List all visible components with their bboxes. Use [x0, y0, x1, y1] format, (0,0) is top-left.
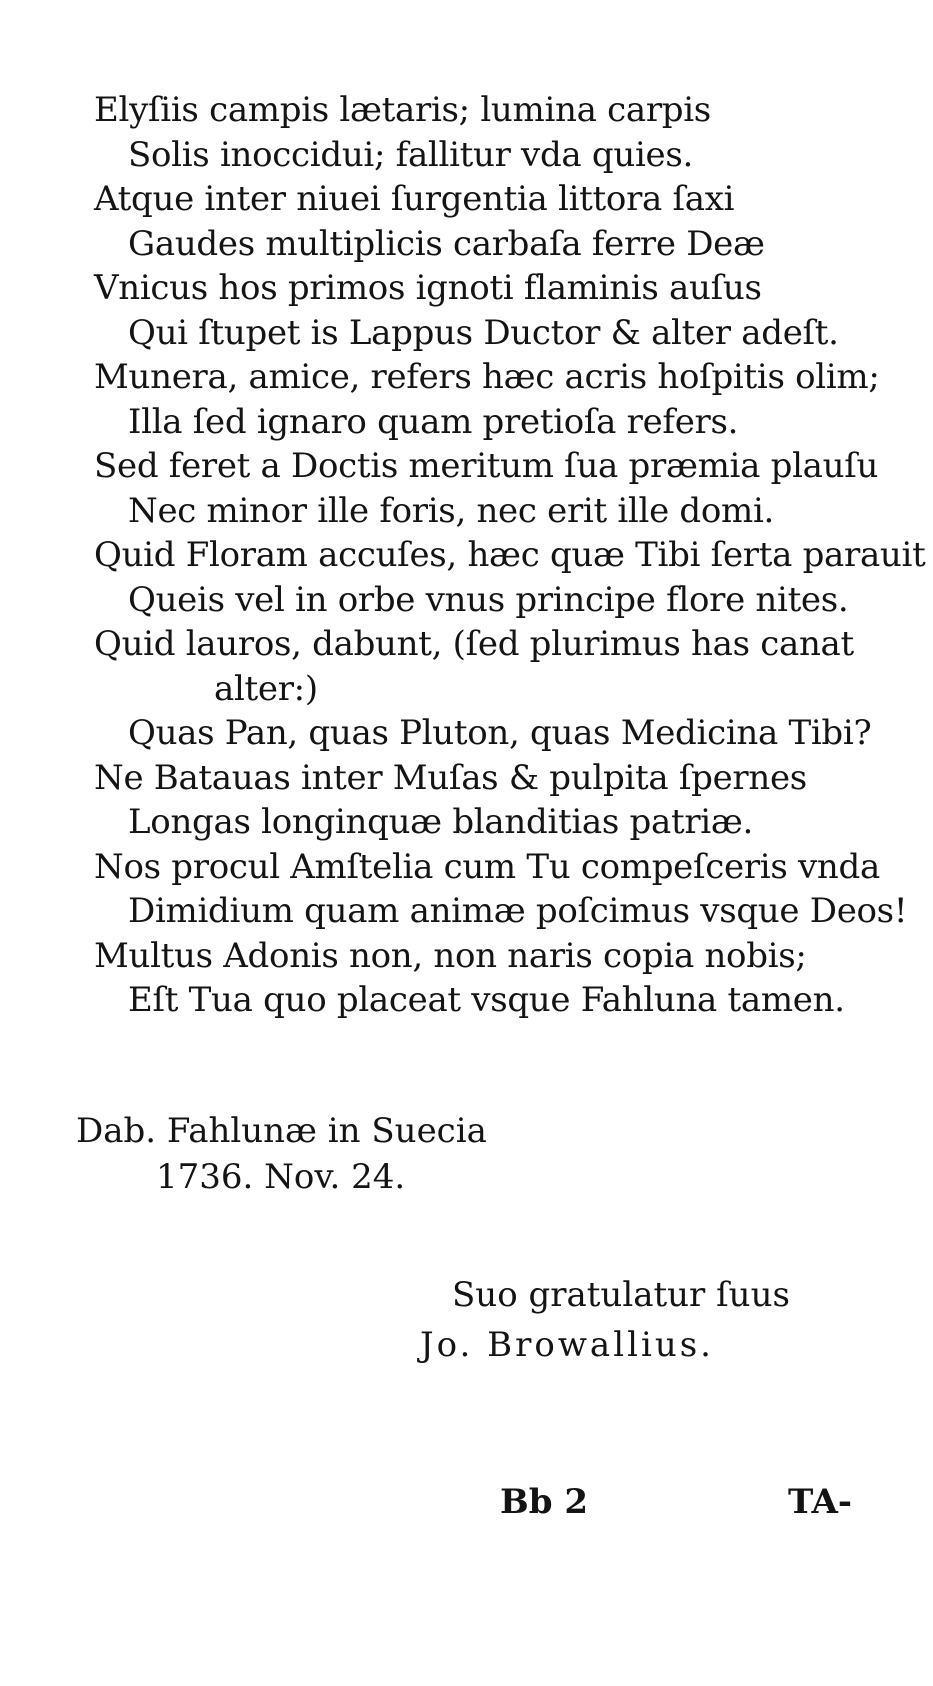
- poem-line-16: Longas longinquæ blanditias patriæ.: [128, 802, 754, 842]
- poem-line-3: Atque inter niuei ſurgentia littora ſaxi: [94, 179, 735, 219]
- poem-line-13-continuation: alter:): [214, 668, 318, 709]
- poem-line-8: Illa ſed ignaro quam pretioſa refers.: [128, 401, 739, 442]
- poem-line-19: Multus Adonis non, non naris copia nobis;: [94, 935, 807, 976]
- poem-line-13: Quid lauros, dabunt, (ſed plurimus has canat: [94, 624, 854, 664]
- signature-greeting: Suo gratulatur ſuus: [452, 1275, 790, 1315]
- dateline-date: 1736. Nov. 24.: [156, 1157, 406, 1197]
- poem-line-6: Qui ſtupet is Lappus Ductor & alter adeſt.: [128, 312, 839, 353]
- poem-line-10: Nec minor ille foris, nec erit ille domi.: [128, 490, 775, 531]
- poem-line-4: Gaudes multiplicis carbaſa ferre Deæ: [128, 223, 765, 264]
- poem-line-14: Quas Pan, quas Pluton, quas Medicina Tibi?: [128, 713, 872, 753]
- poem-line-15: Ne Batauas inter Muſas & pulpita ſpernes: [94, 757, 807, 798]
- signature-block: [420, 1270, 790, 1370]
- dateline: [76, 1108, 487, 1200]
- poem-line-20: Eſt Tua quo placeat vsque Fahluna tamen.: [128, 980, 845, 1020]
- poem-line-18: Dimidium quam animæ poſcimus vsque Deos!: [128, 891, 908, 931]
- poem: [76, 88, 926, 1023]
- poem-line-12: Queis vel in orbe vnus principe flore nites.: [128, 579, 849, 620]
- catchword: TA-: [788, 1482, 852, 1522]
- dateline-place: Dab. Fahlunæ in Suecia: [76, 1111, 487, 1151]
- poem-line-1: Elyſiis campis lætaris; lumina carpis: [94, 90, 711, 130]
- poem-line-5: Vnicus hos primos ignoti flaminis auſus: [94, 268, 762, 308]
- signature-author: Jo. Browallius.: [420, 1325, 714, 1365]
- poem-line-2: Solis inoccidui; fallitur vda quies.: [128, 134, 694, 175]
- poem-line-9: Sed feret a Doctis meritum ſua præmia plauſu: [94, 446, 879, 486]
- poem-line-11: Quid Floram accuſes, hæc quæ Tibi ſerta parauit: [94, 535, 926, 575]
- poem-line-7: Munera, amice, refers hæc acris hoſpitis olim;: [94, 357, 880, 397]
- poem-line-17: Nos procul Amſtelia cum Tu compeſceris vnda: [94, 846, 880, 887]
- signature-mark: Bb 2: [500, 1482, 589, 1522]
